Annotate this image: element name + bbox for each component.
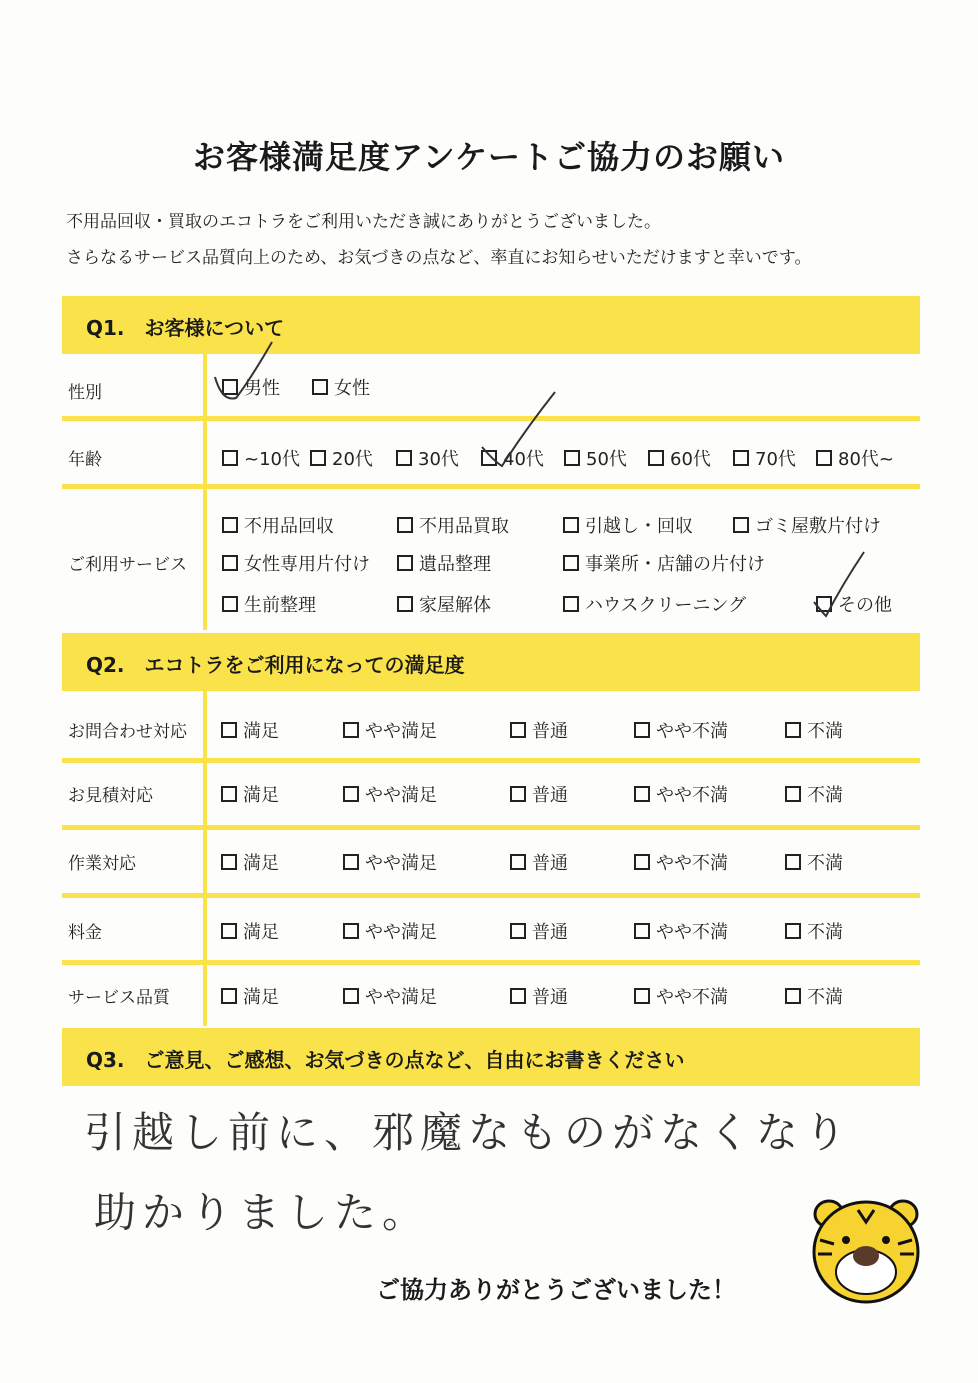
q2-row-label: 料金 — [68, 923, 102, 943]
q3-heading: Q3. ご意見、ご感想、お気づきの点など、自由にお書きください — [86, 1048, 685, 1072]
gender-label: 性別 — [68, 383, 102, 403]
rating-option[interactable]: 普通 — [510, 849, 568, 875]
service-option[interactable]: その他 — [816, 591, 892, 617]
age-option[interactable]: 20代 — [310, 445, 373, 471]
q2-heading: Q2. エコトラをご利用になっての満足度 — [86, 653, 465, 677]
rating-option[interactable]: やや不満 — [634, 918, 728, 944]
check-mark-male — [215, 342, 272, 399]
age-option[interactable]: 70代 — [733, 445, 796, 471]
handwritten-answer-line-2: 助かりました。 — [94, 1188, 431, 1237]
age-option[interactable]: 50代 — [564, 445, 627, 471]
age-option[interactable]: 80代~ — [816, 445, 894, 471]
rating-option[interactable]: やや不満 — [634, 781, 728, 807]
q2-row-label: お問合わせ対応 — [68, 722, 187, 742]
rating-option[interactable]: やや不満 — [634, 983, 728, 1009]
check-mark-other — [814, 552, 864, 616]
gender-option-female[interactable]: 女性 — [312, 374, 370, 400]
service-option[interactable]: 不用品買取 — [397, 512, 509, 538]
page-title: お客様満足度アンケートご協力のお願い — [192, 138, 786, 176]
rating-option[interactable]: やや満足 — [343, 849, 437, 875]
rating-option[interactable]: 不満 — [785, 717, 843, 743]
service-option[interactable]: 引越し・回収 — [563, 512, 693, 538]
rating-option[interactable]: 普通 — [510, 983, 568, 1009]
rating-option[interactable]: やや満足 — [343, 781, 437, 807]
rating-option[interactable]: 不満 — [785, 918, 843, 944]
rating-option[interactable]: 満足 — [221, 717, 279, 743]
age-label: 年齢 — [68, 450, 102, 470]
intro-line-2: さらなるサービス品質向上のため、お気づきの点など、率直にお知らせいただけますと幸いです。 — [66, 248, 812, 268]
age-option[interactable]: 30代 — [396, 445, 459, 471]
rating-option[interactable]: 満足 — [221, 983, 279, 1009]
service-label: ご利用サービス — [68, 555, 187, 575]
intro-line-1: 不用品回収・買取のエコトラをご利用いただき誠にありがとうございました。 — [66, 212, 661, 232]
rating-option[interactable]: 普通 — [510, 717, 568, 743]
handwritten-answer-line-1: 引越し前に、邪魔なものがなくなり — [84, 1108, 853, 1157]
age-option[interactable]: 40代 — [481, 445, 544, 471]
rating-option[interactable]: 不満 — [785, 781, 843, 807]
gender-option-male[interactable]: 男性 — [222, 374, 280, 400]
service-option[interactable]: 不用品回収 — [222, 512, 334, 538]
q2-row-label: 作業対応 — [68, 854, 136, 874]
rating-option[interactable]: 満足 — [221, 781, 279, 807]
service-option[interactable]: ゴミ屋敷片付け — [733, 512, 881, 538]
rating-option[interactable]: 満足 — [221, 849, 279, 875]
rating-option[interactable]: 普通 — [510, 781, 568, 807]
rating-option[interactable]: やや不満 — [634, 717, 728, 743]
rating-option[interactable]: やや満足 — [343, 717, 437, 743]
service-option[interactable]: 生前整理 — [222, 591, 316, 617]
tiger-mascot-icon — [814, 1201, 918, 1302]
q2-row-label: サービス品質 — [68, 988, 170, 1008]
service-option[interactable]: 家屋解体 — [397, 591, 491, 617]
rating-option[interactable]: 不満 — [785, 983, 843, 1009]
rating-option[interactable]: やや満足 — [343, 983, 437, 1009]
rating-option[interactable]: やや満足 — [343, 918, 437, 944]
rating-option[interactable]: 不満 — [785, 849, 843, 875]
closing-message: ご協力ありがとうございました！ — [376, 1276, 736, 1304]
service-option[interactable]: 女性専用片付け — [222, 550, 370, 576]
service-option[interactable]: 事業所・店舗の片付け — [563, 550, 765, 576]
age-option[interactable]: ~10代 — [222, 445, 300, 471]
rating-option[interactable]: 普通 — [510, 918, 568, 944]
age-option[interactable]: 60代 — [648, 445, 711, 471]
rating-option[interactable]: 満足 — [221, 918, 279, 944]
service-option[interactable]: ハウスクリーニング — [563, 591, 746, 617]
q2-row-label: お見積対応 — [68, 786, 153, 806]
service-option[interactable]: 遺品整理 — [397, 550, 491, 576]
rating-option[interactable]: やや不満 — [634, 849, 728, 875]
check-mark-40s — [482, 392, 555, 466]
q1-heading: Q1. お客様について — [86, 316, 285, 340]
